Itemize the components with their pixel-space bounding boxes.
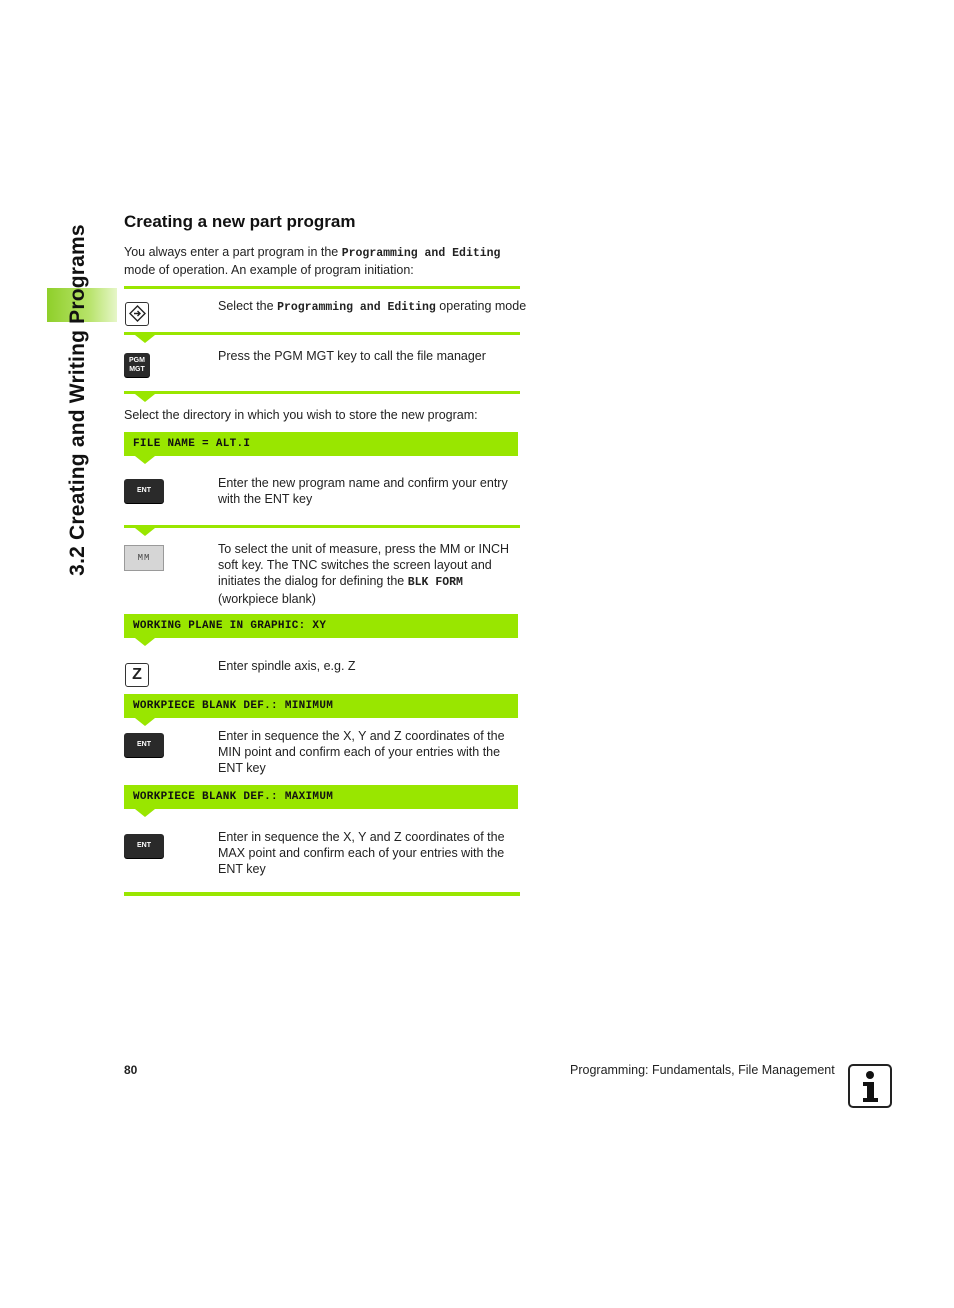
- section-end-divider: [124, 892, 520, 896]
- flow-arrow: [135, 456, 155, 464]
- page-number: 80: [124, 1063, 138, 1077]
- divider: [124, 525, 520, 528]
- divider: [124, 332, 520, 335]
- info-glyph: [850, 1066, 890, 1106]
- step3-line2: with the ENT key: [218, 492, 313, 506]
- step7-line2: MAX point and confirm each of your entries with the: [218, 846, 505, 860]
- intro-text-before: You always enter a part program in the: [124, 245, 342, 259]
- step-unit-of-measure: [218, 541, 528, 607]
- step7-line3: ENT key: [218, 862, 266, 876]
- z-axis-key[interactable]: Z: [125, 663, 149, 687]
- step-spindle-axis: Enter spindle axis, e.g. Z: [218, 659, 356, 673]
- divider: [124, 286, 520, 289]
- dialog-working-plane: WORKING PLANE IN GRAPHIC: XY: [124, 614, 518, 638]
- step-enter-name: [218, 475, 528, 507]
- diamond-arrow-icon: [127, 303, 148, 324]
- step4-line3: initiates the dialog for defining the: [218, 574, 408, 588]
- step6-line1: Enter in sequence the X, Y and Z coordinates of the: [218, 729, 505, 743]
- programming-mode-key[interactable]: [125, 302, 149, 326]
- flow-arrow: [135, 638, 155, 646]
- step-pgm-mgt: Press the PGM MGT key to call the file manager: [218, 349, 486, 363]
- ent-key[interactable]: ENT: [124, 834, 164, 858]
- intro-mode-name: Programming and Editing: [341, 247, 501, 260]
- step6-line3: ENT key: [218, 761, 266, 775]
- step-max-point: [218, 829, 528, 877]
- divider: [124, 391, 520, 394]
- dialog-file-name: FILE NAME = ALT.I: [124, 432, 518, 456]
- step1-mode-name: Programming and Editing: [277, 301, 436, 314]
- ent-key[interactable]: ENT: [124, 733, 164, 757]
- flow-arrow: [135, 718, 155, 726]
- chapter-title: Programming: Fundamentals, File Management: [570, 1063, 835, 1077]
- step3-line1: Enter the new program name and confirm your entry: [218, 476, 508, 490]
- select-directory-text: Select the directory in which you wish to store the new program:: [124, 408, 478, 422]
- step4-line1: To select the unit of measure, press the MM or INCH: [218, 542, 510, 556]
- ent-key[interactable]: ENT: [124, 479, 164, 503]
- step4-line2: soft key. The TNC switches the screen layout and: [218, 558, 492, 572]
- flow-arrow: [135, 528, 155, 536]
- intro-paragraph: [124, 244, 524, 278]
- step7-line1: Enter in sequence the X, Y and Z coordinates of the: [218, 830, 505, 844]
- flow-arrow: [135, 335, 155, 343]
- section-title: Creating a new part program: [124, 212, 356, 231]
- blk-form-code: BLK FORM: [407, 576, 463, 589]
- intro-text-after: mode of operation. An example of program initiation:: [124, 263, 414, 277]
- flow-arrow: [135, 809, 155, 817]
- pgm-mgt-key[interactable]: [124, 353, 150, 377]
- pgm-mgt-key-line2: MGT: [129, 366, 145, 373]
- dialog-blank-maximum: WORKPIECE BLANK DEF.: MAXIMUM: [124, 785, 518, 809]
- step-min-point: [218, 728, 528, 776]
- flow-arrow: [135, 394, 155, 402]
- pgm-mgt-key-line1: PGM: [129, 357, 145, 364]
- step1-text-before: Select the: [218, 299, 278, 313]
- side-chapter-heading: 3.2 Creating and Writing Programs: [66, 224, 89, 576]
- info-icon: [848, 1064, 892, 1108]
- mm-soft-key[interactable]: MM: [124, 545, 164, 571]
- step6-line2: MIN point and confirm each of your entries with the: [218, 745, 501, 759]
- dialog-blank-minimum: WORKPIECE BLANK DEF.: MINIMUM: [124, 694, 518, 718]
- step-select-mode: [218, 298, 528, 316]
- step4-line4: (workpiece blank): [218, 592, 316, 606]
- step1-text-after: operating mode: [435, 299, 527, 313]
